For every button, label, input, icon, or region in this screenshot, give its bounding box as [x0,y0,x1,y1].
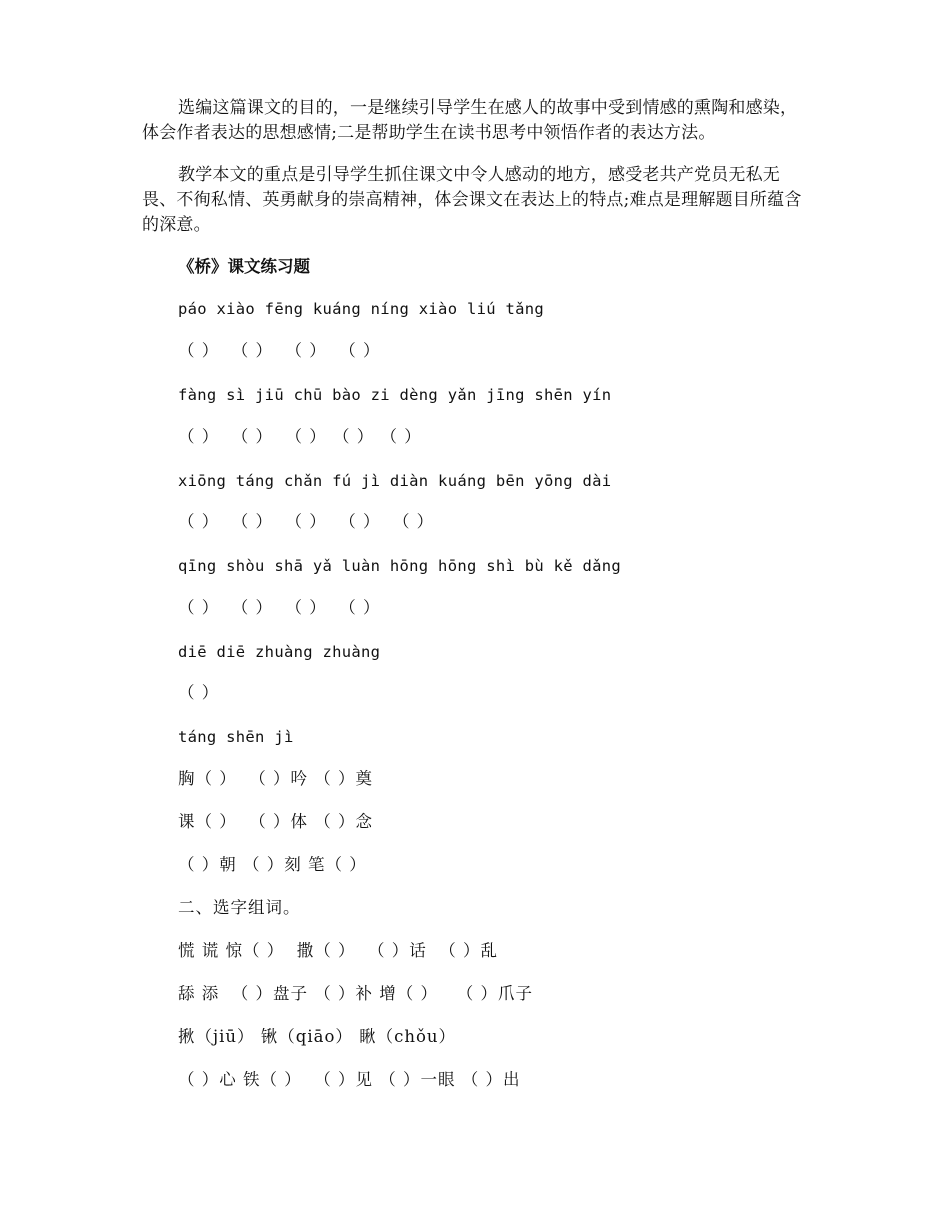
blank-row-3: （ ） （ ） （ ） （ ） （ ） [178,512,435,531]
blank-row-1: （ ） （ ） （ ） （ ） [178,341,381,360]
pinyin-row-3: xiōng táng chǎn fú jì diàn kuáng bēn yōng dài [178,472,612,490]
pinyin-row-5: diē diē zhuàng zhuàng [178,643,381,661]
blank-row-5: （ ） [178,683,220,702]
blank-row-4: （ ） （ ） （ ） （ ） [178,598,381,617]
section-2-row-2: 舔 添 （ ）盘子 （ ）补 增（ ） （ ）爪子 [178,984,533,1003]
intro-paragraph-2: 教学本文的重点是引导学生抓住课文中令人感动的地方，感受老共产党员无私无畏、不徇私情、英勇献身的崇高精神，体会课文在表达上的特点;难点是理解题目所蕴含的深意。 [142,165,802,235]
fill-row-1: 胸（ ） （ ）吟 （ ）奠 [178,769,373,788]
tang-shen-ji-pinyin: táng shēn jì [178,728,294,746]
section-2-heading: 二、选字组词。 [178,898,301,917]
fill-row-3: （ ）朝 （ ）刻 笔（ ） [178,855,367,874]
pinyin-row-1: páo xiào fēng kuáng níng xiào liú tǎng [178,300,545,318]
intro-paragraph-1: 选编这篇课文的目的，一是继续引导学生在感人的故事中受到情感的熏陶和感染，体会作者表达的思想感情;二是帮助学生在读书思考中领悟作者的表达方法。 [142,98,798,143]
blank-row-2: （ ） （ ） （ ） （ ） （ ） [178,427,422,446]
fill-row-2: 课（ ） （ ）体 （ ）念 [178,812,373,831]
section-2-row-1: 慌 谎 惊（ ） 撒（ ） （ ）话 （ ）乱 [178,941,498,960]
exercise-title: 《桥》课文练习题 [178,257,310,276]
pinyin-row-4: qīng shòu shā yǎ luàn hōng hōng shì bù kě dǎng [178,557,622,575]
section-2-row-4: （ ）心 铁（ ） （ ）见 （ ）一眼 （ ）出 [178,1070,521,1089]
pinyin-row-2: fàng sì jiū chū bào zi dèng yǎn jīng shēn yín [178,386,612,404]
section-2-row-3: 揪（jiū） 锹（qiāo） 瞅（chǒu） [178,1027,457,1046]
